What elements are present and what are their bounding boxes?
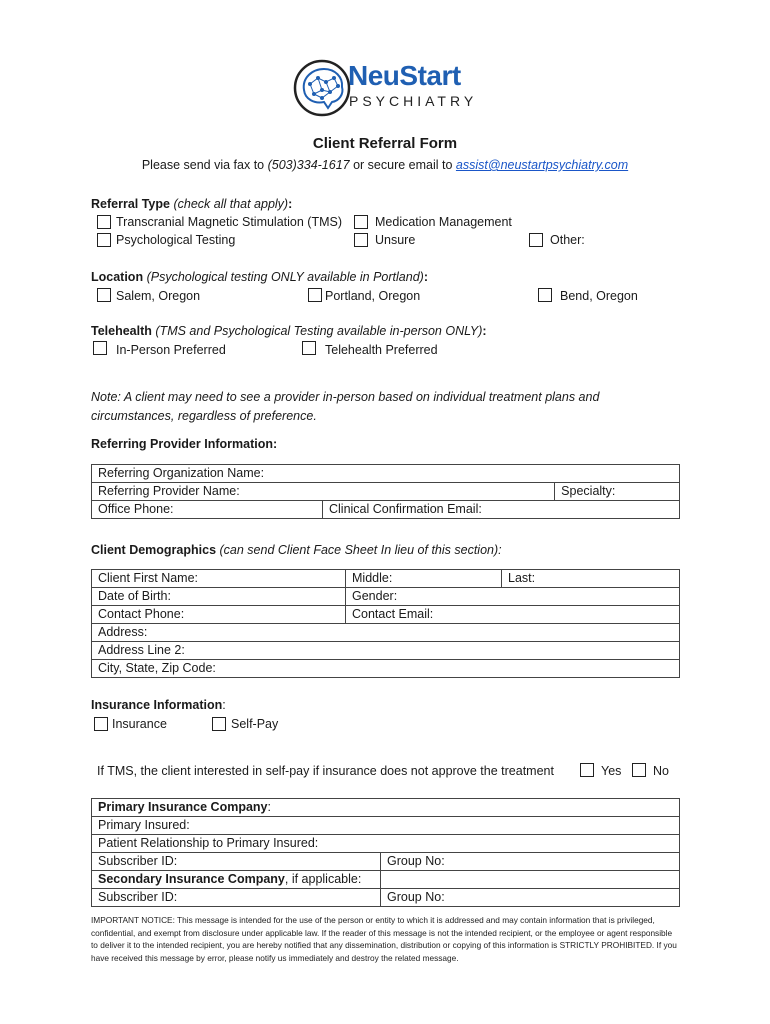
table-row	[92, 642, 680, 660]
option-tms: Transcranial Magnetic Stimulation (TMS)	[116, 215, 342, 229]
checkbox-bend[interactable]	[538, 288, 552, 302]
table-row	[92, 465, 680, 483]
city-state-zip-field[interactable]: City, State, Zip Code:	[92, 660, 680, 678]
checkbox-salem[interactable]	[97, 288, 111, 302]
location-label	[91, 270, 428, 284]
table-row	[92, 835, 680, 853]
option-bend: Bend, Oregon	[560, 289, 638, 303]
table-row	[92, 588, 680, 606]
checkbox-telehealth[interactable]	[302, 341, 316, 355]
referral-type-title: Referral Type	[91, 197, 170, 211]
specialty-field[interactable]: Specialty:	[555, 483, 680, 501]
insurance-colon: :	[222, 698, 226, 712]
referring-organization-field[interactable]: Referring Organization Name:	[92, 465, 680, 483]
option-yes: Yes	[601, 764, 622, 778]
contact-phone-field[interactable]: Contact Phone:	[92, 606, 346, 624]
secondary-insurance-company-label: Secondary Insurance Company	[98, 872, 285, 886]
important-notice: IMPORTANT NOTICE: This message is intended for the use of the person or entity to which it is addressed and may contain information that is privileged, confidential, and exempt from disclosure under applicable law. If the reader of this message is not the intended recipient, or the employee or agent responsible to deliver it to the intended recipient, you are hereby notified that any dissemination, distribution or copying of this information is STRICTLY PROHIBITED. If you have received this message by error, please notify us immediately and destroy the related message.	[91, 915, 677, 963]
telehealth-label	[91, 324, 487, 338]
telehealth-hint: (TMS and Psychological Testing available in-person ONLY)	[155, 324, 483, 338]
telehealth-colon: :	[482, 324, 487, 338]
brain-network-icon	[292, 56, 356, 120]
table-row	[92, 853, 680, 871]
table-row	[92, 889, 680, 907]
secondary-group-no-field[interactable]: Group No:	[381, 889, 680, 907]
referring-provider-field[interactable]: Referring Provider Name:	[92, 483, 555, 501]
client-first-name-field[interactable]: Client First Name:	[92, 570, 346, 588]
tms-self-pay-question: If TMS, the client interested in self-pay if insurance does not approve the treatment	[97, 764, 554, 778]
option-telehealth: Telehealth Preferred	[325, 343, 438, 357]
table-row	[92, 660, 680, 678]
logo-subtitle: PSYCHIATRY	[349, 93, 478, 109]
insurance-label	[91, 698, 226, 712]
secondary-if-applicable: , if applicable:	[284, 872, 362, 886]
checkbox-portland[interactable]	[308, 288, 322, 302]
note-line-1: Note: A client may need to see a provider in-person based on individual treatment plans and	[91, 390, 600, 404]
checkbox-other[interactable]	[529, 233, 543, 247]
location-title: Location	[91, 270, 144, 284]
checkbox-tms[interactable]	[97, 215, 111, 229]
checkbox-yes[interactable]	[580, 763, 594, 777]
instructions-mid: or secure email to	[349, 158, 456, 172]
location-hint: (Psychological testing ONLY available in Portland)	[146, 270, 424, 284]
primary-insurance-colon: :	[267, 800, 271, 814]
gender-field[interactable]: Gender:	[346, 588, 680, 606]
address-field[interactable]: Address:	[92, 624, 680, 642]
option-psychological-testing: Psychological Testing	[116, 233, 236, 247]
table-row	[92, 817, 680, 835]
contact-email-field[interactable]: Contact Email:	[346, 606, 680, 624]
email-link[interactable]: assist@neustartpsychiatry.com	[455, 158, 629, 172]
office-phone-field[interactable]: Office Phone:	[92, 501, 323, 519]
table-row	[92, 799, 680, 817]
option-other: Other:	[550, 233, 585, 247]
referral-type-colon: :	[288, 197, 293, 211]
option-unsure: Unsure	[375, 233, 416, 247]
checkbox-unsure[interactable]	[354, 233, 368, 247]
checkbox-no[interactable]	[632, 763, 646, 777]
secondary-insurance-company-field[interactable]	[92, 871, 381, 889]
location-colon: :	[423, 270, 428, 284]
primary-insurance-company-label: Primary Insurance Company	[98, 800, 268, 814]
option-insurance: Insurance	[112, 717, 167, 731]
option-in-person: In-Person Preferred	[116, 343, 226, 357]
middle-name-field[interactable]: Middle:	[346, 570, 502, 588]
checkbox-in-person[interactable]	[93, 341, 107, 355]
note-line-2: circumstances, regardless of preference.	[91, 409, 317, 423]
table-row	[92, 606, 680, 624]
logo	[292, 56, 492, 120]
secondary-blank-cell	[381, 871, 680, 889]
primary-insurance-company-field[interactable]	[92, 799, 680, 817]
referring-provider-heading: Referring Provider Information:	[91, 437, 278, 451]
telehealth-title: Telehealth	[91, 324, 152, 338]
demographics-label	[91, 543, 502, 557]
date-of-birth-field[interactable]: Date of Birth:	[92, 588, 346, 606]
clinical-email-field[interactable]: Clinical Confirmation Email:	[323, 501, 680, 519]
option-no: No	[653, 764, 669, 778]
form-title: Client Referral Form	[312, 135, 458, 152]
last-name-field[interactable]: Last:	[502, 570, 680, 588]
address-line-2-field[interactable]: Address Line 2:	[92, 642, 680, 660]
logo-name: NeuStart	[348, 60, 461, 91]
option-self-pay: Self-Pay	[231, 717, 279, 731]
checkbox-self-pay[interactable]	[212, 717, 226, 731]
insurance-title: Insurance Information	[91, 698, 223, 712]
secondary-subscriber-id-field[interactable]: Subscriber ID:	[92, 889, 381, 907]
primary-insured-field[interactable]: Primary Insured:	[92, 817, 680, 835]
patient-relationship-field[interactable]: Patient Relationship to Primary Insured:	[92, 835, 680, 853]
checkbox-psychological-testing[interactable]	[97, 233, 111, 247]
instructions-prefix: Please send via fax to	[141, 158, 268, 172]
table-row	[92, 483, 680, 501]
form-instructions	[0, 158, 770, 172]
demographics-table	[91, 569, 680, 678]
table-row	[92, 501, 680, 519]
referral-type-hint: (check all that apply)	[173, 197, 289, 211]
checkbox-insurance[interactable]	[94, 717, 108, 731]
checkbox-medication-management[interactable]	[354, 215, 368, 229]
referral-type-label	[91, 197, 292, 211]
subscriber-id-field[interactable]: Subscriber ID:	[92, 853, 381, 871]
option-portland: Portland, Oregon	[325, 289, 421, 303]
demographics-hint: (can send Client Face Sheet In lieu of this section):	[219, 543, 502, 557]
referring-provider-table	[91, 464, 680, 519]
table-row	[92, 871, 680, 889]
demographics-title: Client Demographics	[91, 543, 217, 557]
table-row	[92, 570, 680, 588]
fax-number: (503)334-1617	[267, 158, 350, 172]
table-row	[92, 624, 680, 642]
option-medication-management: Medication Management	[375, 215, 512, 229]
insurance-table	[91, 798, 680, 907]
option-salem: Salem, Oregon	[116, 289, 201, 303]
group-no-field[interactable]: Group No:	[381, 853, 680, 871]
